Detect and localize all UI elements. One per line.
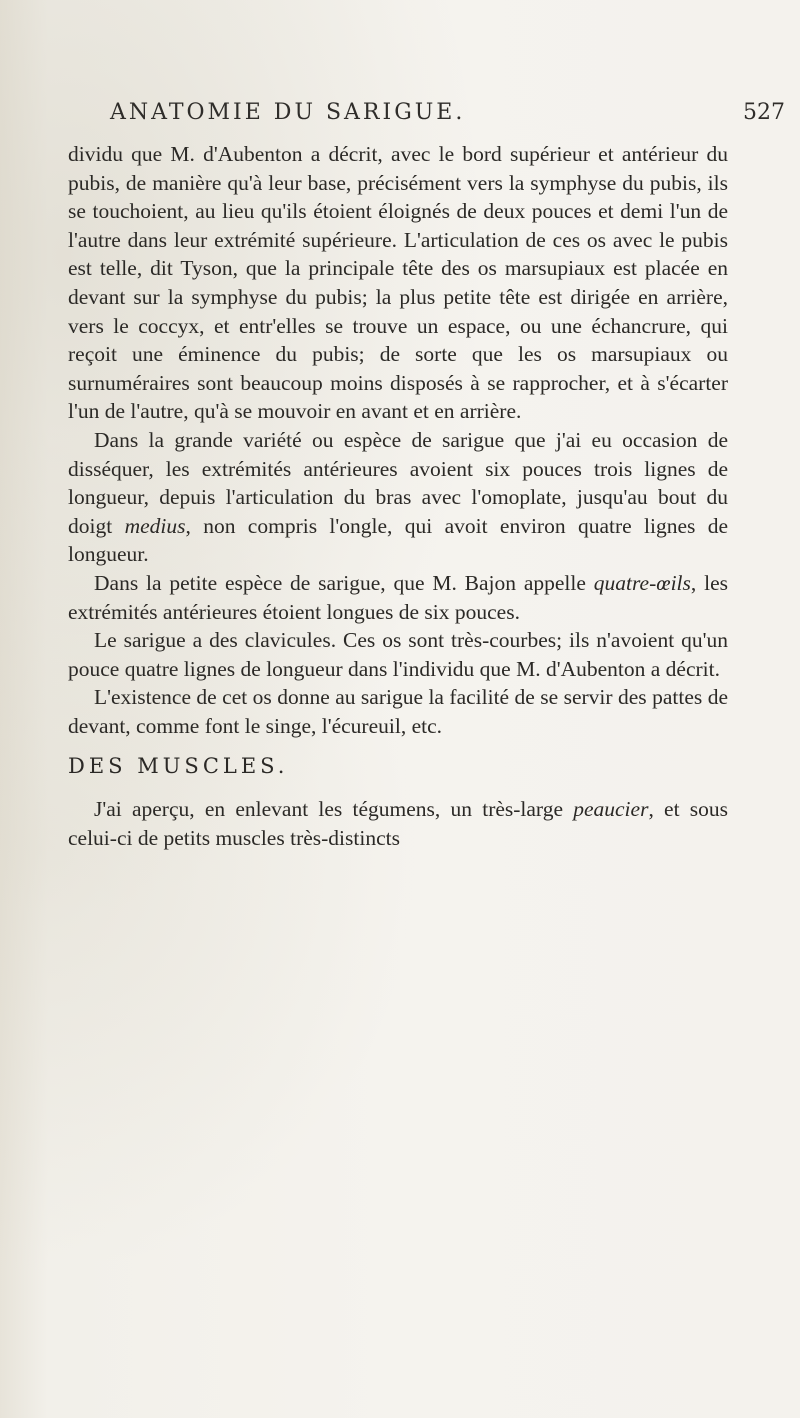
paragraph-3-italic: quatre-œils [593,570,691,595]
paragraph-4: Le sarigue a des clavicules. Ces os sont très-courbes; ils n'avoient qu'un pouce quatre lignes de longueur dans l'individu que M. d'Aubenton a décrit. [68,628,728,681]
paragraph-3-text: Dans la petite espèce de sarigue, que M. Bajon appelle [94,570,586,595]
running-title: ANATOMIE DU SARIGUE. [110,100,466,125]
paragraph-1: dividu que M. d'Aubenton a décrit, avec le bord supérieur et antérieur du pubis, de manière qu'à leur base, précisément vers la symphyse du pubis, ils se touchoient, au lieu qu'ils étoient éloignés de deux pouces et demi l'un de l'autre dans leur extrémité supérieure. L'articulation de ces os avec le pubis est telle, dit Tyson, que la principale tête des os marsupiaux est placée en devant sur la symphyse du pubis; la plus petite tête est dirigée en arrière, vers le coccyx, et entr'elles se trouve un espace, ou une échancrure, qui reçoit une éminence du pubis; de sorte que les os marsupiaux ou surnuméraires sont beaucoup moins disposés à se rapprocher, et à s'écarter l'un de l'autre, qu'à se mouvoir en avant et en arrière. [68,142,728,424]
paragraph-2-italic: medius [124,513,186,538]
section-title: DES MUSCLES. [68,754,289,779]
paragraph-6-italic: peaucier [573,797,649,822]
paragraph-2-text-end: , non compris l'ongle, qui avoit environ quatre lignes de longueur. [68,513,729,567]
paragraph-2-text: Dans la grande variété ou espèce de sarigue que j'ai eu occasion de disséquer, les extrémités antérieures avoient six pouces trois lignes de longueur, depuis l'articulation du bras avec l'omoplate, jusqu'au bout du doigt [68,427,728,538]
body-text [68,140,728,852]
page-number: 527 [743,100,785,125]
paragraph-6-text: J'ai aperçu, en enlevant les tégumens, un très-large [94,797,563,822]
paragraph-6-text-end: , et sous celui-ci de petits muscles très-distincts [68,797,728,850]
paragraph-3-text-end: , les extrémités antérieures étoient longues de six pouces. [68,570,728,624]
paragraph-5: L'existence de cet os donne au sarigue la facilité de se servir des pattes de devant, comme font le singe, l'écureuil, etc. [68,685,728,738]
paragraph-3 [68,569,728,626]
paragraph-2 [68,426,728,569]
paragraph-6 [68,795,728,852]
